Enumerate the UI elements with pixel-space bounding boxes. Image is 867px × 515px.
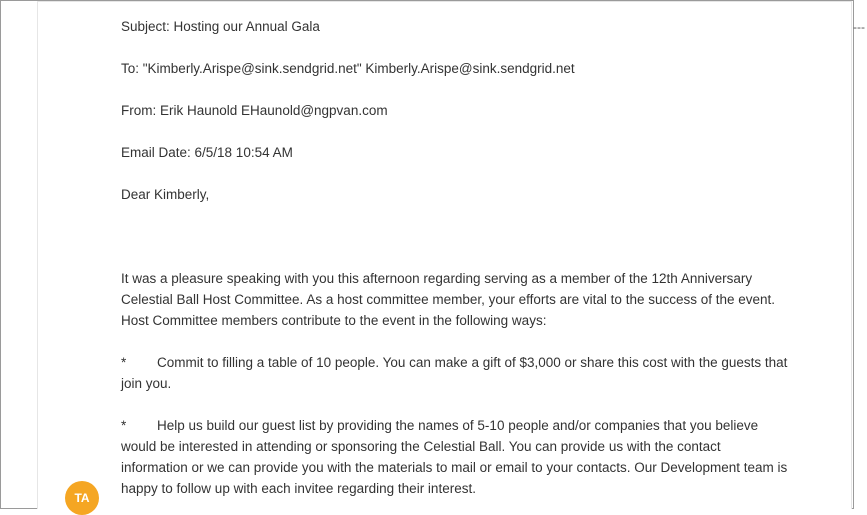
bullet-item (121, 415, 791, 499)
email-date: Email Date: 6/5/18 10:54 AM (121, 145, 293, 160)
bullet-text: Commit to filling a table of 10 people. You can make a gift of $3,000 or share this cost with the guests that join you. (121, 355, 788, 391)
email-from: From: Erik Haunold EHaunold@ngpvan.com (121, 103, 388, 118)
email-paragraph: It was a pleasure speaking with you this afternoon regarding serving as a member of the 12th Anniversary Celestial Ball Host Committee. As a host committee member, your efforts are vital to the success of the event. Host Committee members contribute to the event in the following ways: (121, 271, 776, 328)
email-greeting: Dear Kimberly, (121, 187, 210, 202)
bullet-marker: * (121, 355, 127, 370)
email-subject: Subject: Hosting our Annual Gala (121, 19, 320, 34)
email-to: To: "Kimberly.Arispe@sink.sendgrid.net" Kimberly.Arispe@sink.sendgrid.net (121, 61, 575, 76)
bullet-marker: * (121, 418, 127, 433)
bullet-text: Help us build our guest list by providing the names of 5-10 people and/or companies that you believe would be interested in attending or sponsoring the Celestial Ball. You can provide us with the contact information or we can provide you with the materials to mail or email to your contacts. Our Development team is happy to follow up with each invitee regarding their interest. (121, 418, 788, 496)
email-body (121, 16, 791, 499)
avatar[interactable]: TA (65, 481, 99, 515)
bullet-item (121, 352, 791, 394)
more-options-button[interactable]: --- (853, 20, 865, 34)
